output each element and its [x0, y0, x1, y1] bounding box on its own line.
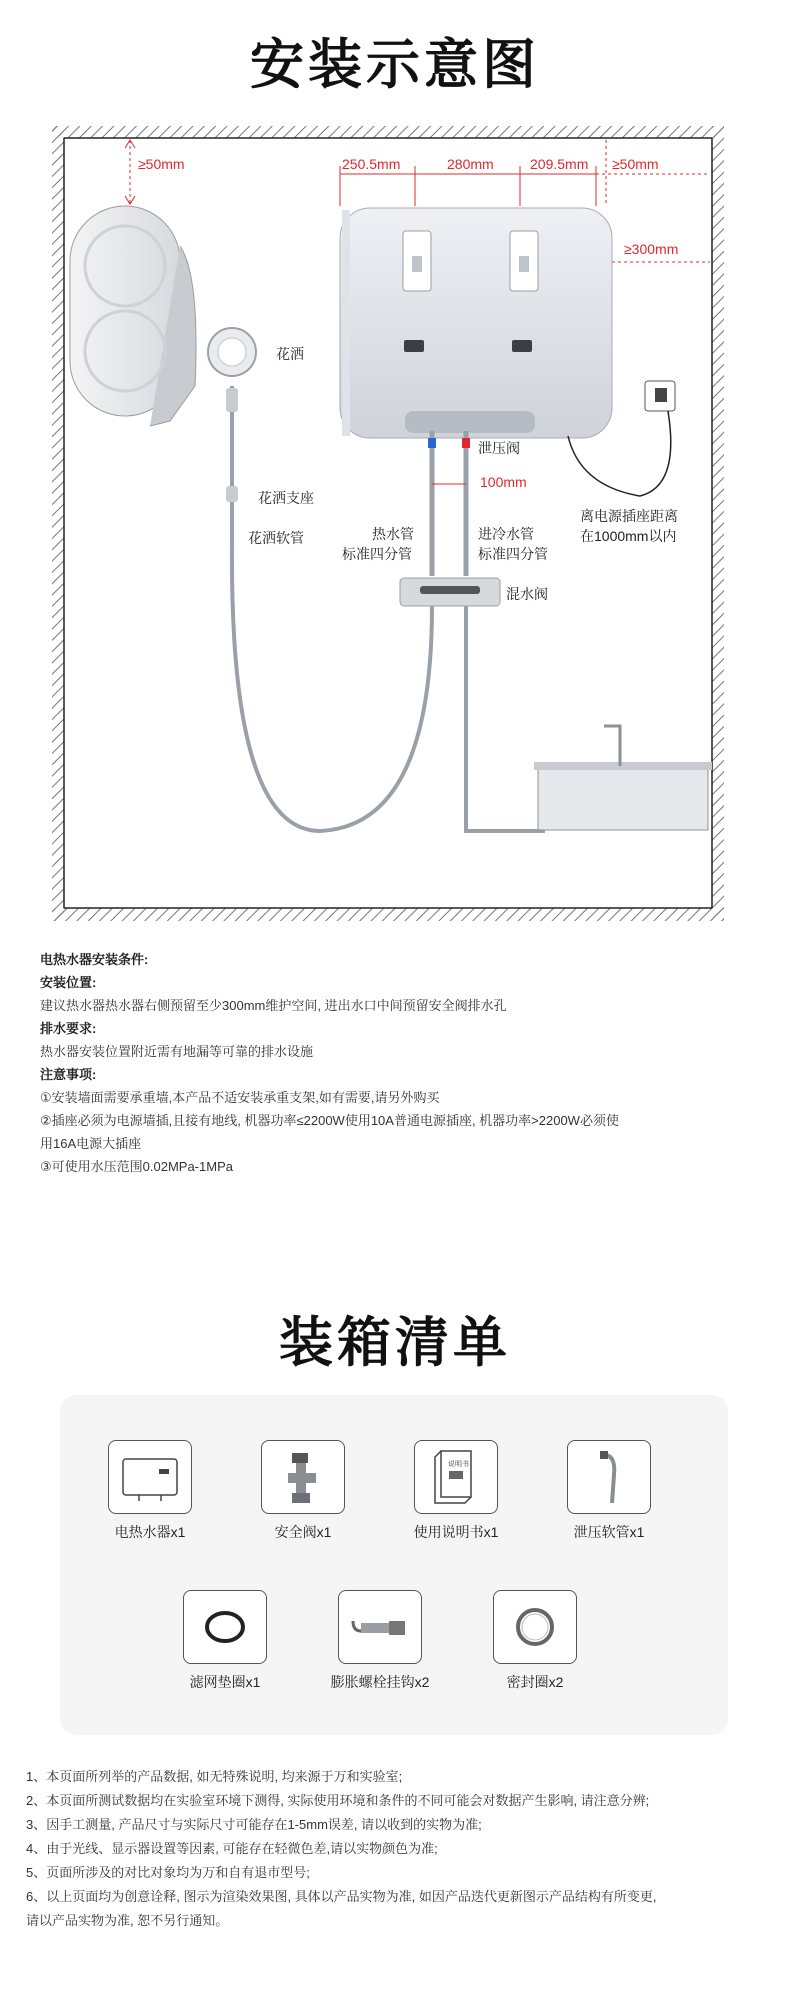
socket-distance-label-1: 离电源插座距离 [580, 508, 678, 524]
disclaimer-line: 6、以上页面均为创意诠释, 图示为渲染效果图, 具体以产品实物为准, 如因产品迭代更新图示产品结构有所变更, [26, 1889, 657, 1904]
drain-text: 热水器安装位置附近需有地漏等可靠的排水设施 [40, 1044, 314, 1059]
disclaimer-line: 4、由于光线、显示器设置等因素, 可能存在轻微色差,请以实物颜色为准; [26, 1841, 438, 1856]
note-2a: ②插座必须为电源墙插,且接有地线, 机器功率≤2200W使用10A普通电源插座, 机器功率>2200W必须使 [40, 1113, 619, 1128]
relief-hose-icon [567, 1440, 651, 1514]
notes-heading: 注意事项: [40, 1067, 97, 1082]
packing-item-name: 密封圈x2 [506, 1674, 564, 1690]
packing-item [381, 1440, 531, 1542]
packing-list-box [60, 1395, 728, 1735]
pipe-gap-label: 100mm [480, 474, 527, 490]
disclaimer-notes [26, 1765, 771, 1933]
left-dimension-label: 250.5mm [342, 156, 401, 172]
right-gap-label: ≥50mm [612, 156, 659, 172]
position-text: 建议热水器热水器右侧预留至少300mm维护空间, 进出水口中间预留安全阀排水孔 [40, 998, 507, 1013]
packing-item-name: 泄压软管x1 [573, 1524, 645, 1540]
packing-item [228, 1440, 378, 1542]
hot-pipe-spec-label: 标准四分管 [342, 546, 412, 562]
cold-pipe-spec-label: 标准四分管 [478, 546, 548, 562]
safety-valve-icon [261, 1440, 345, 1514]
expansion-bolt-icon [338, 1590, 422, 1664]
relief-valve-label: 泄压阀 [478, 440, 520, 456]
packing-item-name: 安全阀x1 [274, 1524, 332, 1540]
seal-ring-icon [493, 1590, 577, 1664]
install-diagram-title: 安装示意图 [250, 35, 540, 95]
side-gap-label: ≥300mm [624, 241, 679, 257]
top-gap-label: ≥50mm [138, 156, 185, 172]
packing-item-name: 膨胀螺栓挂钩x2 [330, 1674, 430, 1690]
packing-item [305, 1590, 455, 1692]
disclaimer-line: 1、本页面所列举的产品数据, 如无特殊说明, 均来源于万和实验室; [26, 1769, 403, 1784]
disclaimer-line: 2、本页面所测试数据均在实验室环境下测得, 实际使用环境和条件的不同可能会对数据产生影响, 请注意分辨; [26, 1793, 650, 1808]
packing-item-name: 滤网垫圈x1 [189, 1674, 261, 1690]
note-3: ③可使用水压范围0.02MPa-1MPa [40, 1159, 233, 1174]
packing-item [150, 1590, 300, 1692]
installation-diagram [0, 126, 790, 931]
hot-pipe-label: 热水管 [372, 526, 414, 542]
disclaimer-line: 请以产品实物为准, 恕不另行通知。 [26, 1913, 229, 1928]
note-2b: 用16A电源大插座 [40, 1136, 142, 1151]
disclaimer-line: 5、页面所涉及的对比对象均为万和自有退市型号; [26, 1865, 310, 1880]
mixer-label: 混水阀 [506, 586, 548, 602]
water-heater-icon [108, 1440, 192, 1514]
socket-distance-label-2: 在1000mm以内 [580, 528, 677, 544]
position-heading: 安装位置: [40, 975, 97, 990]
right-dimension-label: 209.5mm [530, 156, 589, 172]
middle-dimension-label: 280mm [447, 156, 494, 172]
shower-head-label: 花洒 [276, 346, 304, 362]
packing-list-title: 装箱清单 [279, 1313, 511, 1373]
packing-item [460, 1590, 610, 1692]
packing-item-name: 使用说明书x1 [413, 1524, 499, 1540]
conditions-heading: 电热水器安装条件: [40, 952, 149, 967]
shower-hose-label: 花洒软管 [248, 530, 304, 546]
shower-holder-label: 花洒支座 [258, 490, 314, 506]
disclaimer-line: 3、因手工测量, 产品尺寸与实际尺寸可能存在1-5mm误差, 请以收到的实物为准; [26, 1817, 482, 1832]
manual-icon [414, 1440, 498, 1514]
drain-heading: 排水要求: [40, 1021, 97, 1036]
packing-item [534, 1440, 684, 1542]
packing-item-name: 电热水器x1 [114, 1524, 186, 1540]
install-conditions [40, 948, 760, 1178]
filter-gasket-icon [183, 1590, 267, 1664]
manual-cover-text: 说明书 [448, 1461, 469, 1468]
note-1: ①安装墙面需要承重墙,本产品不适安装承重支架,如有需要,请另外购买 [40, 1090, 440, 1105]
packing-item [75, 1440, 225, 1542]
cold-pipe-label: 进冷水管 [478, 526, 534, 542]
